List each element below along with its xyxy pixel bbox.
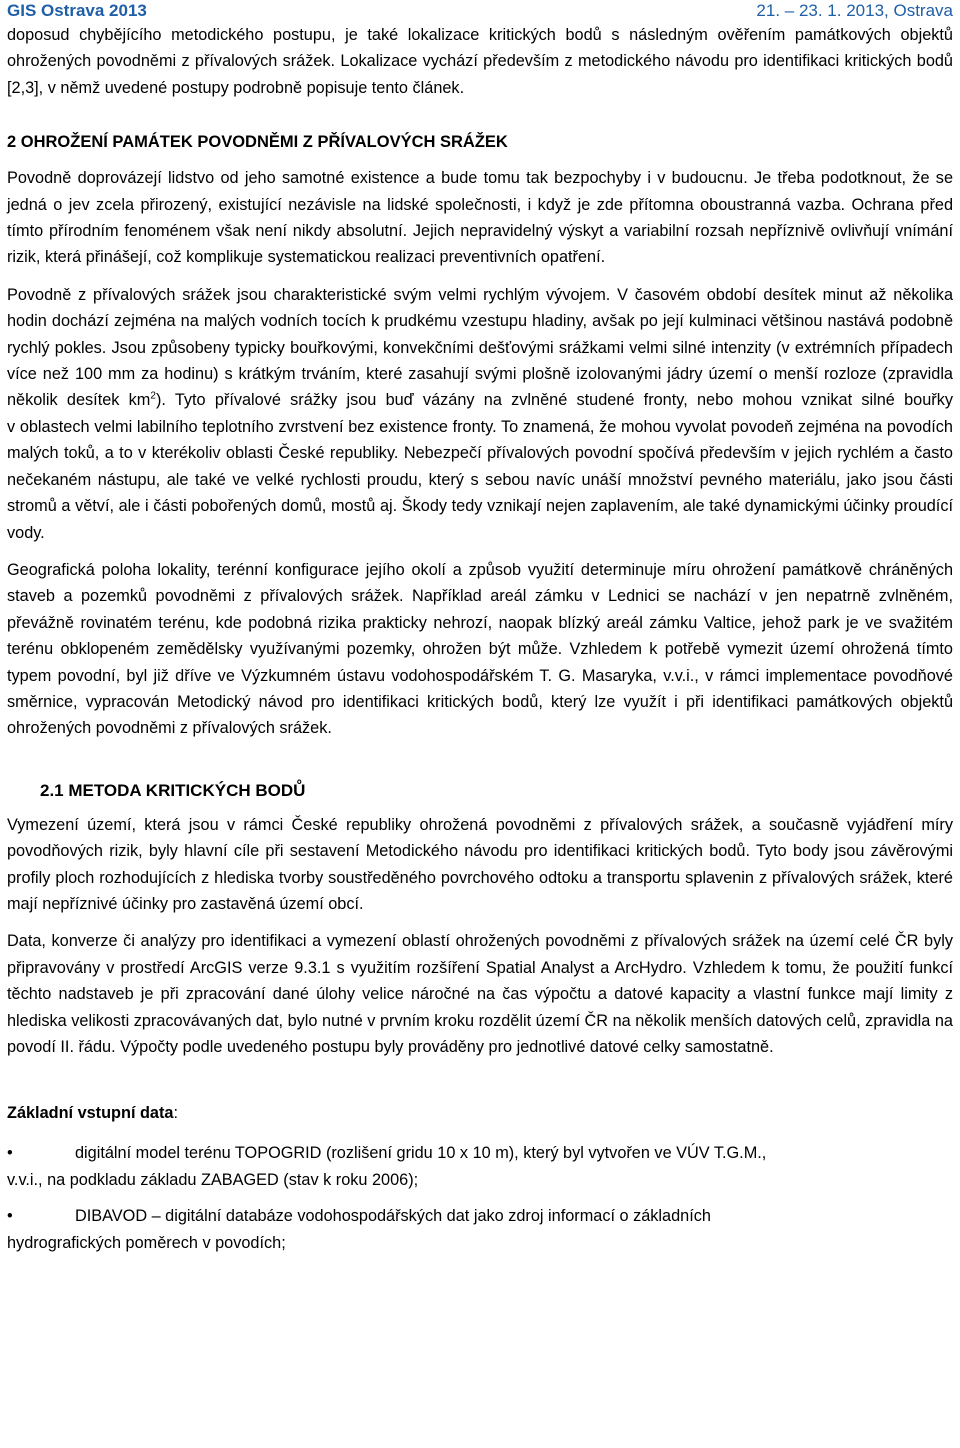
conference-date-location: 21. – 23. 1. 2013, Ostrava bbox=[756, 1, 953, 20]
list-item bbox=[7, 1203, 953, 1256]
section-2-paragraph-1: Povodně doprovázejí lidstvo od jeho samotné existence a bude tomu tak bezpochyby i v budoucnu. Je třeba podotknout, že se jedná o jev zcela přirozený, existující nezávisle na lidské společnosti, i když je zde přítomna oboustranná vazba. Ochrana před tímto přírodním fenoménem však není nikdy absolutní. Jejich nepravidelný výskyt a variabilní rozsah nepříznivě ovlivňují vnímání rizik, která přinášejí, což komplikuje systematickou realizaci preventivních opatření. bbox=[7, 169, 953, 267]
flash-paragraph-part1: Povodně z přívalových srážek jsou charakteristické svým velmi rychlým vývojem. V časovém období desítek minut až několika hodin dochází zejména na malých vodních tocích k prudkému vzestupu hladiny, avšak po její kulminaci většinou nastává podobně rychlý pokles. Jsou způsobeny typicky bouřkovými, konvekčními dešťovými srážkami velmi silné intenzity (v extrémních případech více než 100 mm za hodinu) s krátkým trváním, které zasahují svými plošně izolovanými jádry území o menší rozloze (zpravidla několik desítek km bbox=[7, 285, 953, 410]
list-item-text: DIBAVOD – digitální databáze vodohospodářských dat jako zdroj informací o základních bbox=[75, 1207, 711, 1226]
section-2-1-paragraph-1: Vymezení území, která jsou v rámci České republiky ohrožená povodněmi z přívalových srážek, a současně vyjádření míry povodňových rizik, byly hlavní cíle při sestavení Metodického návodu pro identifikaci kritických bodů. Tyto body jsou závěrovými profily ploch rozhodujících z hlediska tvorby soustředěného povrchového odtoku a transportu splavenin z přívalových srážek, které mají nepříznivé účinky pro zastavěná území obcí. bbox=[7, 815, 953, 913]
section-2-heading: 2 OHROŽENÍ PAMÁTEK POVODNĚMI Z PŘÍVALOVÝCH SRÁŽEK bbox=[7, 133, 508, 152]
bullet-icon: • bbox=[7, 1144, 13, 1163]
input-data-heading-colon: : bbox=[173, 1104, 178, 1123]
section-2-1-paragraph-2: Data, konverze či analýzy pro identifikaci a vymezení oblastí ohrožených povodněmi z přívalových srážek na území celé ČR byly připravovány v prostředí ArcGIS verze 9.3.1 s využitím rozšíření Spatial Analyst a ArcHydro. Vzhledem k tomu, že použití funkcí těchto nadstaveb je při zpracování dané úlohy velice náročné na čas výpočtu a datové kapacity a vlastní funkce mají limity z hlediska velikosti zpracovávaných dat, bylo nutné v prvním kroku rozdělit území ČR na několik menších datových celů, zpravidla na povodí II. řádu. Výpočty podle uvedeného postupu byly prováděny pro jednotlivé datové celky samostatně. bbox=[7, 932, 953, 1056]
input-data-heading-label: Základní vstupní data bbox=[7, 1104, 174, 1123]
section-2-1-heading: 2.1 METODA KRITICKÝCH BODŮ bbox=[40, 780, 306, 800]
superscript-2: 2 bbox=[150, 391, 156, 403]
intro-paragraph: doposud chybějícího metodického postupu, je také lokalizace kritických bodů s následným ověřením památkových objektů ohrožených povodněmi z přívalových srážek. Lokalizace vychází především z metodického návodu pro identifikaci kritických bodů [2,3], v němž uvedené postupy podrobně popisuje tento článek. bbox=[7, 26, 953, 97]
section-2-paragraph-flash-floods bbox=[7, 282, 953, 546]
list-item-continuation: hydrografických poměrech v povodích; bbox=[7, 1233, 286, 1252]
list-item-first-line bbox=[7, 1140, 953, 1166]
section-2-paragraph-3: Geografická poloha lokality, terénní konfigurace jejího okolí a způsob využití determinuje míru ohrožení památkově chráněných staveb a pozemků povodněmi z přívalových srážek. Například areál zámku v Lednici se nachází v jen nepatrně zvlněném, převážně rovinatém terénu, kde podobná rizika prakticky nehrozí, naopak blízký areál zámku Valtice, jehož park je ve svažitém terénu obklopeném zemědělsky využívanými pozemky, ohrožen být může. Vzhledem k potřebě vymezit území ohrožená tímto typem povodní, byl již dříve ve Výzkumném ústavu vodohospodářském T. G. Masaryka, v.v.i., v rámci implementace povodňové směrnice, vypracován Metodický návod pro identifikaci kritických bodů, který lze využít i při identifikaci památkových objektů ohrožených povodněmi z přívalových srážek. bbox=[7, 560, 953, 738]
page-header bbox=[0, 0, 960, 22]
list-item bbox=[7, 1140, 953, 1193]
bullet-icon: • bbox=[7, 1207, 13, 1226]
list-item-continuation: v.v.i., na podkladu základu ZABAGED (stav k roku 2006); bbox=[7, 1170, 419, 1189]
input-data-list bbox=[7, 1140, 953, 1256]
conference-title: GIS Ostrava 2013 bbox=[7, 1, 147, 20]
list-item-first-line bbox=[7, 1203, 953, 1229]
list-item-text: digitální model terénu TOPOGRID (rozlišení gridu 10 x 10 m), který byl vytvořen ve VÚV T.G.M., bbox=[75, 1144, 767, 1163]
flash-paragraph-part2: ). Tyto přívalové srážky jsou buď vázány na zvlněné studené fronty, nebo mohou vznikat silné bouřky v oblastech velmi labilního teplotního zvrstvení bez existence fronty. To znamená, že mohou vyvolat povodeň zejména na povodích malých toků, a to v kterékoliv oblasti České republiky. Nebezpečí přívalových povodní spočívá především v jejich rychlém a často nečekaném nástupu, ale také ve velké rychlosti proudu, který s sebou navíc unáší množství pevného materiálu, jako jsou části stromů a větví, ale i části pobořených domů, mostů aj. Škody tedy vznikají nejen zaplavením, ale také dynamickými účinky proudící vody. bbox=[7, 391, 953, 542]
input-data-heading bbox=[7, 1100, 953, 1126]
